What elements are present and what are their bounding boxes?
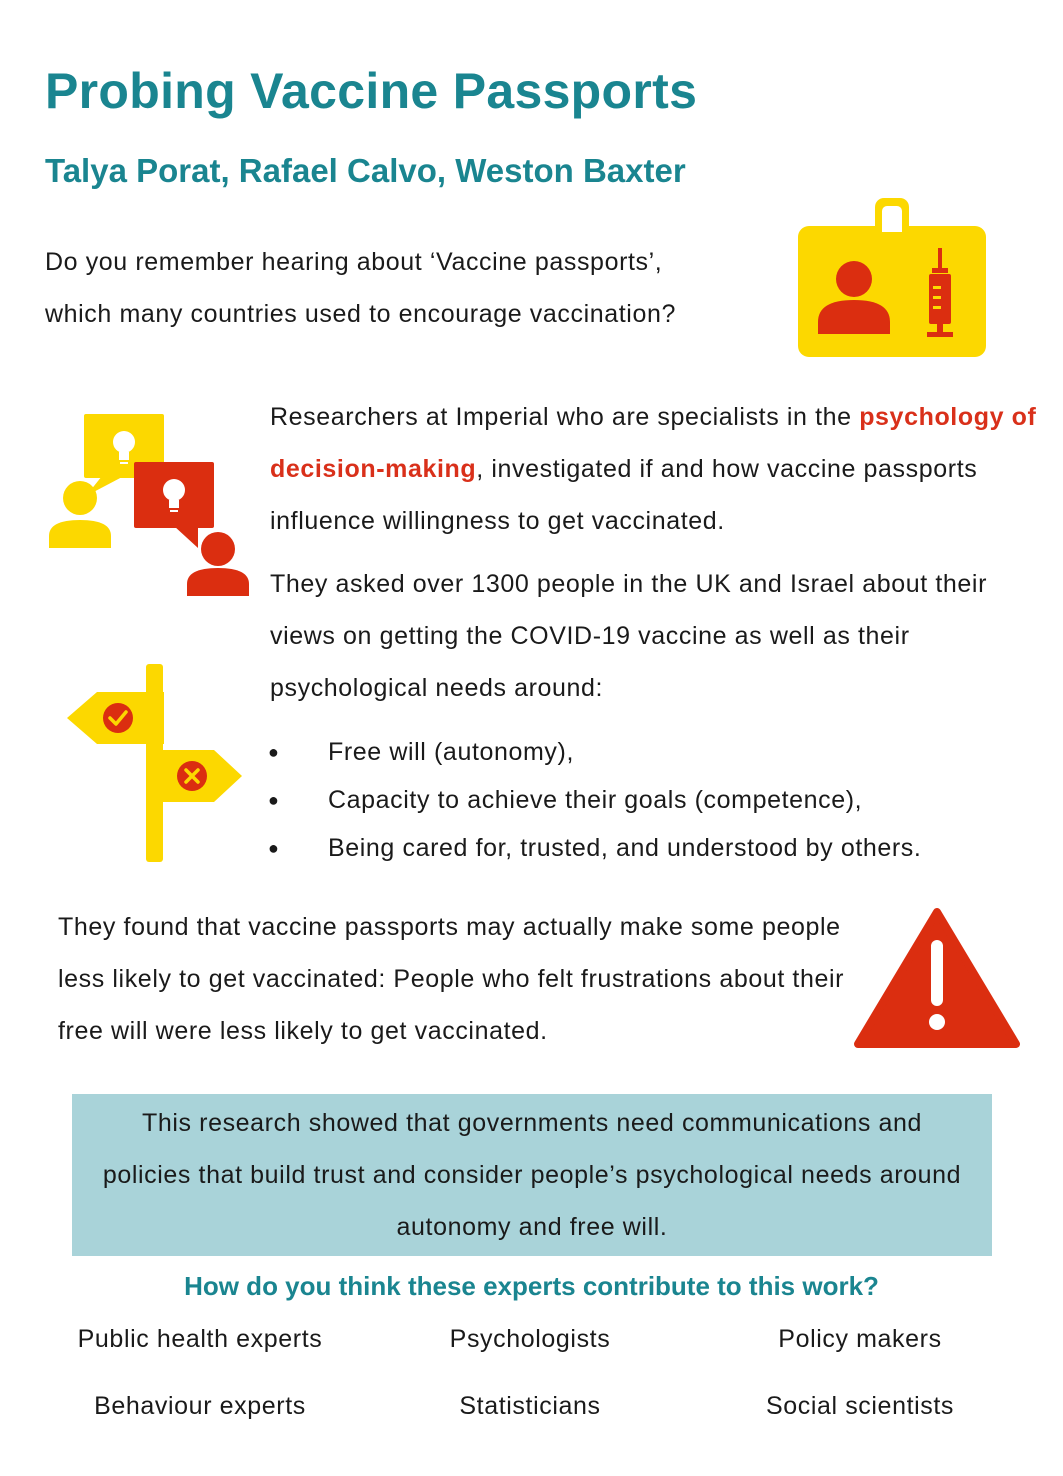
page-title: Probing Vaccine Passports [45, 63, 698, 119]
needs-list [268, 728, 1028, 872]
expert-psychologists: Psychologists [449, 1325, 611, 1353]
authors: Talya Porat, Rafael Calvo, Weston Baxter [45, 152, 686, 189]
research-text-end: , investigated if and how vaccine passports influence willingness to get vaccinated. [270, 455, 978, 535]
signpost-icon [64, 662, 246, 864]
expert-policy-makers: Policy makers [778, 1325, 942, 1353]
intro-line-2: which many countries used to encourage vaccination? [45, 300, 676, 328]
research-paragraph [270, 391, 1040, 547]
expert-behaviour: Behaviour experts [94, 1392, 306, 1420]
finding-paragraph: They found that vaccine passports may actually make some people less likely to get vaccinated: People who felt frustrations about their free will were less likely to get vaccinated. [58, 913, 845, 1045]
expert-public-health: Public health experts [77, 1325, 323, 1353]
list-item: ● Being cared for, trusted, and understood by others. [268, 824, 1028, 872]
list-item: ● Capacity to achieve their goals (competence), [268, 776, 1028, 824]
vaccine-passport-icon [796, 196, 988, 360]
conclusion-callout [72, 1094, 992, 1256]
bullet-icon: ● [268, 742, 280, 762]
experts-grid [35, 1318, 1035, 1452]
list-item: ● Free will (autonomy), [268, 728, 1028, 776]
bullet-icon: ● [268, 838, 280, 858]
expert-statisticians: Statisticians [459, 1392, 601, 1420]
expert-social-scientists: Social scientists [765, 1392, 955, 1420]
highlight-psychology: psychology of decision-making [270, 403, 1037, 483]
conclusion-text: This research showed that governments need communications and policies that build trust and consider people’s psychological needs around autonomy and free will. [102, 1109, 962, 1241]
warning-icon [854, 906, 1020, 1052]
intro-line-1: Do you remember hearing about ‘Vaccine passports’, [45, 248, 663, 276]
bullet-icon: ● [268, 790, 280, 810]
discussion-icon [46, 412, 250, 600]
research-text-start: Researchers at Imperial who are specialists in the [270, 403, 860, 431]
experts-question: How do you think these experts contribute to this work? [184, 1271, 879, 1301]
survey-paragraph: They asked over 1300 people in the UK and Israel about their views on getting the COVID-19 vaccine as well as their psychological needs around: [270, 570, 987, 702]
intro-text [45, 236, 785, 340]
